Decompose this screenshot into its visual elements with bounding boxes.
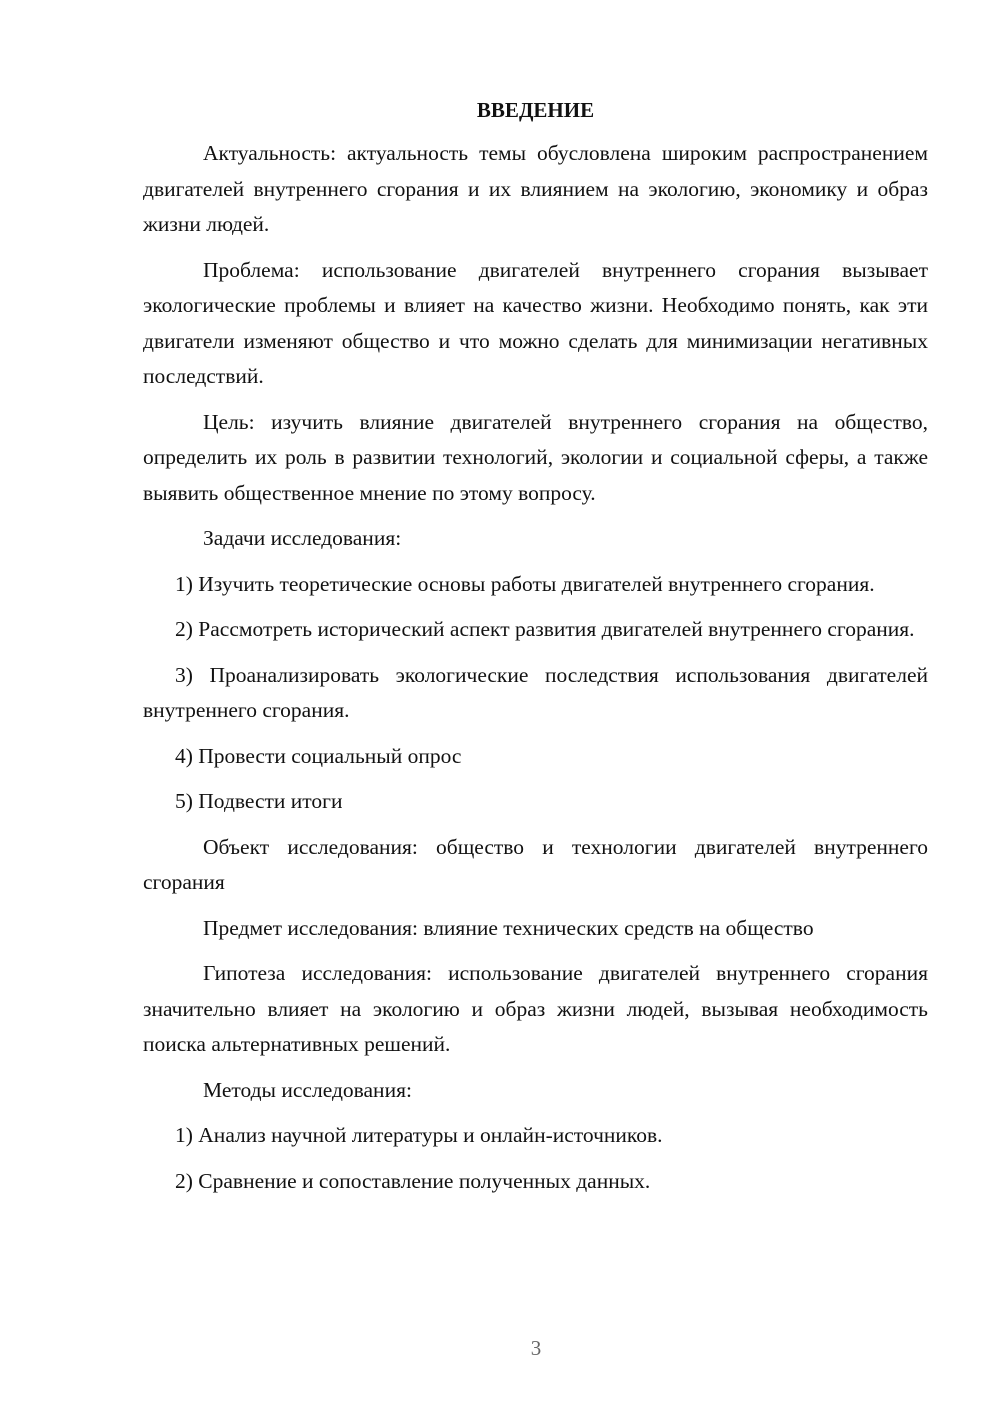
task-item-4: 4) Провести социальный опрос [175, 743, 462, 768]
paragraph-problem: Проблема: использование двигателей внутреннего сгорания вызывает экологические проблемы и влияет на качество жизни. Необходимо понять, как эти двигатели изменяют общество и что можно сделать для минимизации негативных последствий. [143, 257, 928, 388]
task-item-2: 2) Рассмотреть исторический аспект развития двигателей внутреннего сгорания. [175, 617, 915, 641]
page-content [143, 96, 928, 1209]
task-item-3: 3) Проанализировать экологические последствия использования двигателей внутреннего сгорания. [143, 662, 928, 722]
paragraph-object: Объект исследования: общество и технологии двигателей внутреннего сгорания [143, 834, 928, 894]
paragraph-goal: Цель: изучить влияние двигателей внутреннего сгорания на общество, определить их роль в развитии технологий, экологии и социальной сферы, а также выявить общественное мнение по этому вопросу. [143, 409, 928, 505]
paragraph-subject: Предмет исследования: влияние технических средств на общество [203, 915, 814, 940]
task-item-1: 1) Изучить теоретические основы работы двигателей внутреннего сгорания. [175, 571, 875, 596]
paragraph-relevance: Актуальность: актуальность темы обусловлена широким распространением двигателей внутреннего сгорания и их влиянием на экологию, экономику и образ жизни людей. [143, 141, 928, 236]
paragraph-hypothesis: Гипотеза исследования: использование двигателей внутреннего сгорания значительно влияет на экологию и образ жизни людей, вызывая необходимость поиска альтернативных решений. [143, 961, 928, 1056]
page-number: 3 [530, 1336, 542, 1360]
method-item-1: 1) Анализ научной литературы и онлайн-источников. [175, 1123, 663, 1147]
methods-heading: Методы исследования: [203, 1077, 412, 1102]
document-title: ВВЕДЕНИЕ [476, 98, 595, 122]
tasks-heading: Задачи исследования: [203, 526, 402, 550]
task-item-5: 5) Подвести итоги [175, 789, 343, 813]
method-item-2: 2) Сравнение и сопоставление полученных данных. [175, 1168, 651, 1193]
